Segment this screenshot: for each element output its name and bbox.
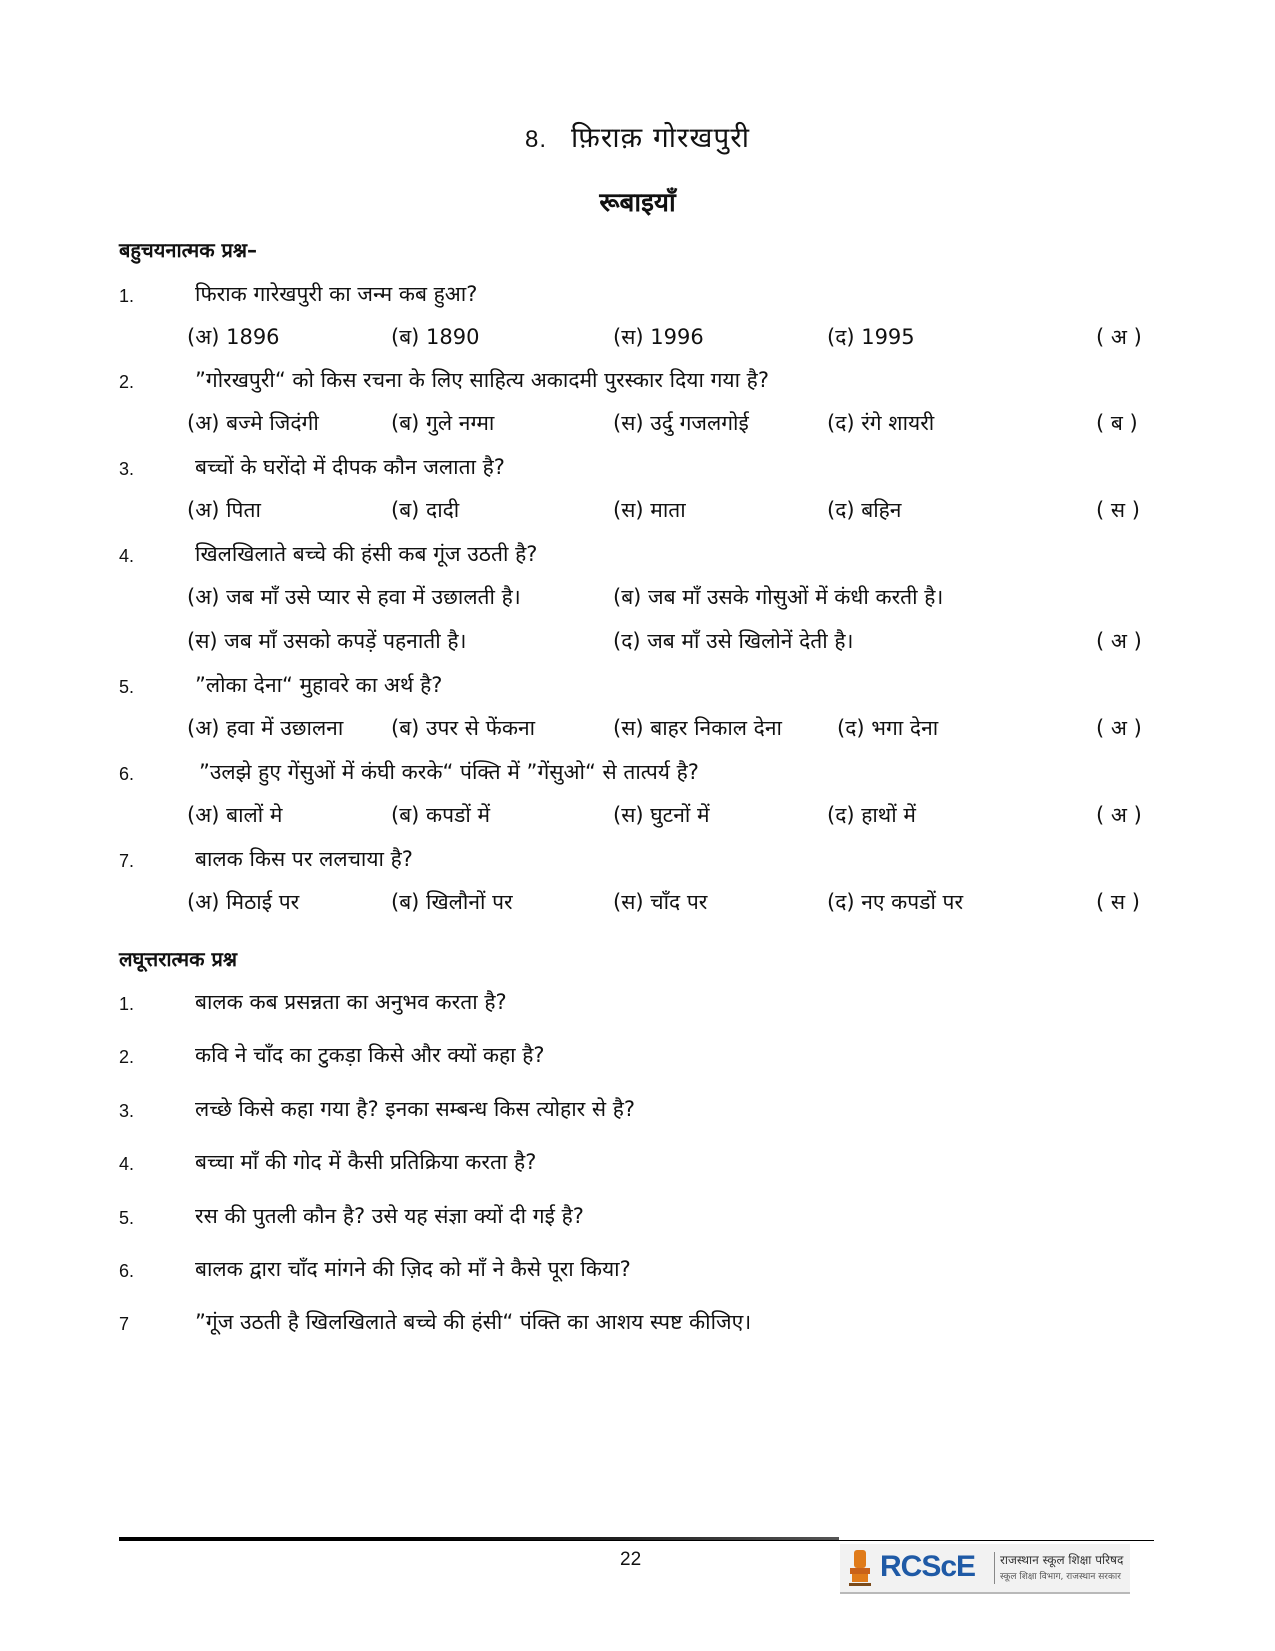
question-number: 7. [119, 851, 135, 871]
option-b: (ब) दादी [391, 498, 460, 522]
mcq-question-1 [119, 280, 1169, 320]
mcq-question-2 [119, 366, 1169, 406]
chapter-title [0, 118, 1275, 156]
option-c: (स) माता [613, 498, 686, 522]
question-text: फिराक गारेखपुरी का जन्म कब हुआ? [195, 282, 478, 306]
question-number: 6. [119, 764, 135, 784]
option-d: (द) बहिन [827, 498, 902, 522]
question-number: 4. [119, 546, 135, 566]
mcq-question-5 [119, 671, 1169, 711]
answer-key: ( ब ) [1096, 411, 1138, 435]
option-a: (अ) 1896 [187, 325, 280, 349]
answer-key: ( अ ) [1096, 629, 1142, 653]
mcq-options-3 [187, 496, 1155, 536]
option-a: (अ) बज्मे जिदंगी [187, 411, 319, 435]
mcq-question-6 [119, 758, 1169, 798]
mcq-question-3 [119, 453, 1169, 493]
answer-key: ( स ) [1096, 498, 1140, 522]
option-d: (द) 1995 [827, 325, 915, 349]
option-b: (ब) जब माँ उसके गोसुओं में कंधी करती है। [613, 585, 944, 609]
mcq-options-1 [187, 323, 1155, 363]
short-question-7 [119, 1308, 1169, 1348]
answer-key: ( अ ) [1096, 325, 1142, 349]
option-a: (अ) जब माँ उसे प्यार से हवा में उछालती है। [187, 585, 521, 609]
mcq-options-5 [187, 714, 1155, 754]
short-question-3 [119, 1095, 1169, 1135]
question-number: 4. [119, 1154, 135, 1174]
option-a: (अ) पिता [187, 498, 261, 522]
chapter-number: 8. [525, 126, 548, 153]
question-text: ”गोरखपुरी“ को किस रचना के लिए साहित्य अकादमी पुरस्कार दिया गया है? [195, 368, 769, 392]
short-question-6 [119, 1255, 1169, 1295]
logo-divider [994, 1552, 995, 1584]
option-a: (अ) मिठाई पर [187, 890, 300, 914]
short-answer-heading: लघूत्तरात्मक प्रश्न [119, 947, 237, 971]
short-question-5 [119, 1202, 1169, 1242]
poem-title: रूबाइयाँ [599, 188, 676, 218]
option-d: (द) जब माँ उसे खिलोनें देती है। [613, 629, 854, 653]
answer-key: ( स ) [1096, 890, 1140, 914]
option-c: (स) चाँद पर [613, 890, 708, 914]
option-d: (द) नए कपडों पर [827, 890, 964, 914]
page-number: 22 [620, 1549, 642, 1570]
question-text: बालक किस पर ललचाया है? [195, 847, 413, 871]
option-b: (ब) 1890 [391, 325, 480, 349]
question-number: 3. [119, 1101, 135, 1121]
option-b: (ब) कपडों में [391, 803, 491, 827]
mcq-options-6 [187, 801, 1155, 841]
question-text: खिलखिलाते बच्चे की हंसी कब गूंज उठती है? [195, 542, 538, 566]
short-question-2 [119, 1041, 1169, 1081]
question-number: 7 [119, 1314, 130, 1334]
rcsce-logo [840, 1544, 1130, 1594]
short-question-1 [119, 988, 1169, 1028]
answer-key: ( अ ) [1096, 716, 1142, 740]
question-text: ”उलझे हुए गेंसुओं में कंघी करके“ पंक्ति में ”गेंसुओ“ से तात्पर्य है? [199, 760, 699, 784]
question-text: ”लोका देना“ मुहावरे का अर्थ है? [195, 673, 443, 697]
option-d: (द) हाथों में [827, 803, 916, 827]
answer-key: ( अ ) [1096, 803, 1142, 827]
logo-line-1: राजस्थान स्कूल शिक्षा परिषद [1000, 1553, 1124, 1567]
question-number: 2. [119, 1047, 135, 1067]
option-c: (स) 1996 [613, 325, 704, 349]
option-c: (स) जब माँ उसको कपड़ें पहनाती है। [187, 629, 467, 653]
question-number: 1. [119, 994, 135, 1014]
logo-line-2: स्कूल शिक्षा विभाग, राजस्थान सरकार [1000, 1572, 1121, 1582]
question-number: 6. [119, 1261, 135, 1281]
option-b: (ब) गुले नग्मा [391, 411, 495, 435]
question-number: 5. [119, 1208, 135, 1228]
state-emblem-icon [846, 1548, 874, 1588]
question-text: बच्चों के घरोंदो में दीपक कौन जलाता है? [195, 455, 505, 479]
mcq-options-7 [187, 888, 1155, 928]
option-b: (ब) खिलौनों पर [391, 890, 513, 914]
mcq-options-4a [187, 583, 1155, 623]
question-number: 3. [119, 459, 135, 479]
mcq-question-4 [119, 540, 1169, 580]
mcq-options-2 [187, 409, 1155, 449]
question-text: बच्चा माँ की गोद में कैसी प्रतिक्रिया करता है? [195, 1150, 537, 1174]
question-text: बालक कब प्रसन्नता का अनुभव करता है? [195, 990, 507, 1014]
option-c: (स) उर्दु गजलगोई [613, 411, 749, 435]
option-b: (ब) उपर से फेंकना [391, 716, 536, 740]
option-c: (स) बाहर निकाल देना [613, 716, 782, 740]
option-d: (द) रंगे शायरी [827, 411, 935, 435]
question-number: 5. [119, 677, 135, 697]
question-text: बालक द्वारा चाँद मांगने की ज़िद को माँ ने कैसे पूरा किया? [195, 1257, 631, 1281]
question-text: रस की पुतली कौन है? उसे यह संज्ञा क्यों दी गई है? [195, 1204, 584, 1228]
question-text: लच्छे किसे कहा गया है? इनका सम्बन्ध किस त्योहार से है? [195, 1097, 636, 1121]
chapter-author: फ़िराक़ गोरखपुरी [571, 121, 750, 154]
mcq-options-4b [187, 627, 1155, 667]
option-d: (द) भगा देना [837, 716, 939, 740]
short-question-4 [119, 1148, 1169, 1188]
question-number: 2. [119, 372, 135, 392]
option-a: (अ) बालों मे [187, 803, 283, 827]
question-number: 1. [119, 286, 135, 306]
mcq-heading: बहुचयनात्मक प्रश्न– [119, 238, 258, 262]
option-a: (अ) हवा में उछालना [187, 716, 344, 740]
question-text: ”गूंज उठती है खिलखिलाते बच्चे की हंसी“ पंक्ति का आशय स्पष्ट कीजिए। [195, 1310, 752, 1334]
logo-wordmark: RCScE [880, 1550, 976, 1583]
footer-rule-thin [119, 1540, 1154, 1541]
mcq-question-7 [119, 845, 1169, 885]
question-text: कवि ने चाँद का टुकड़ा किसे और क्यों कहा है? [195, 1043, 545, 1067]
option-c: (स) घुटनों में [613, 803, 710, 827]
